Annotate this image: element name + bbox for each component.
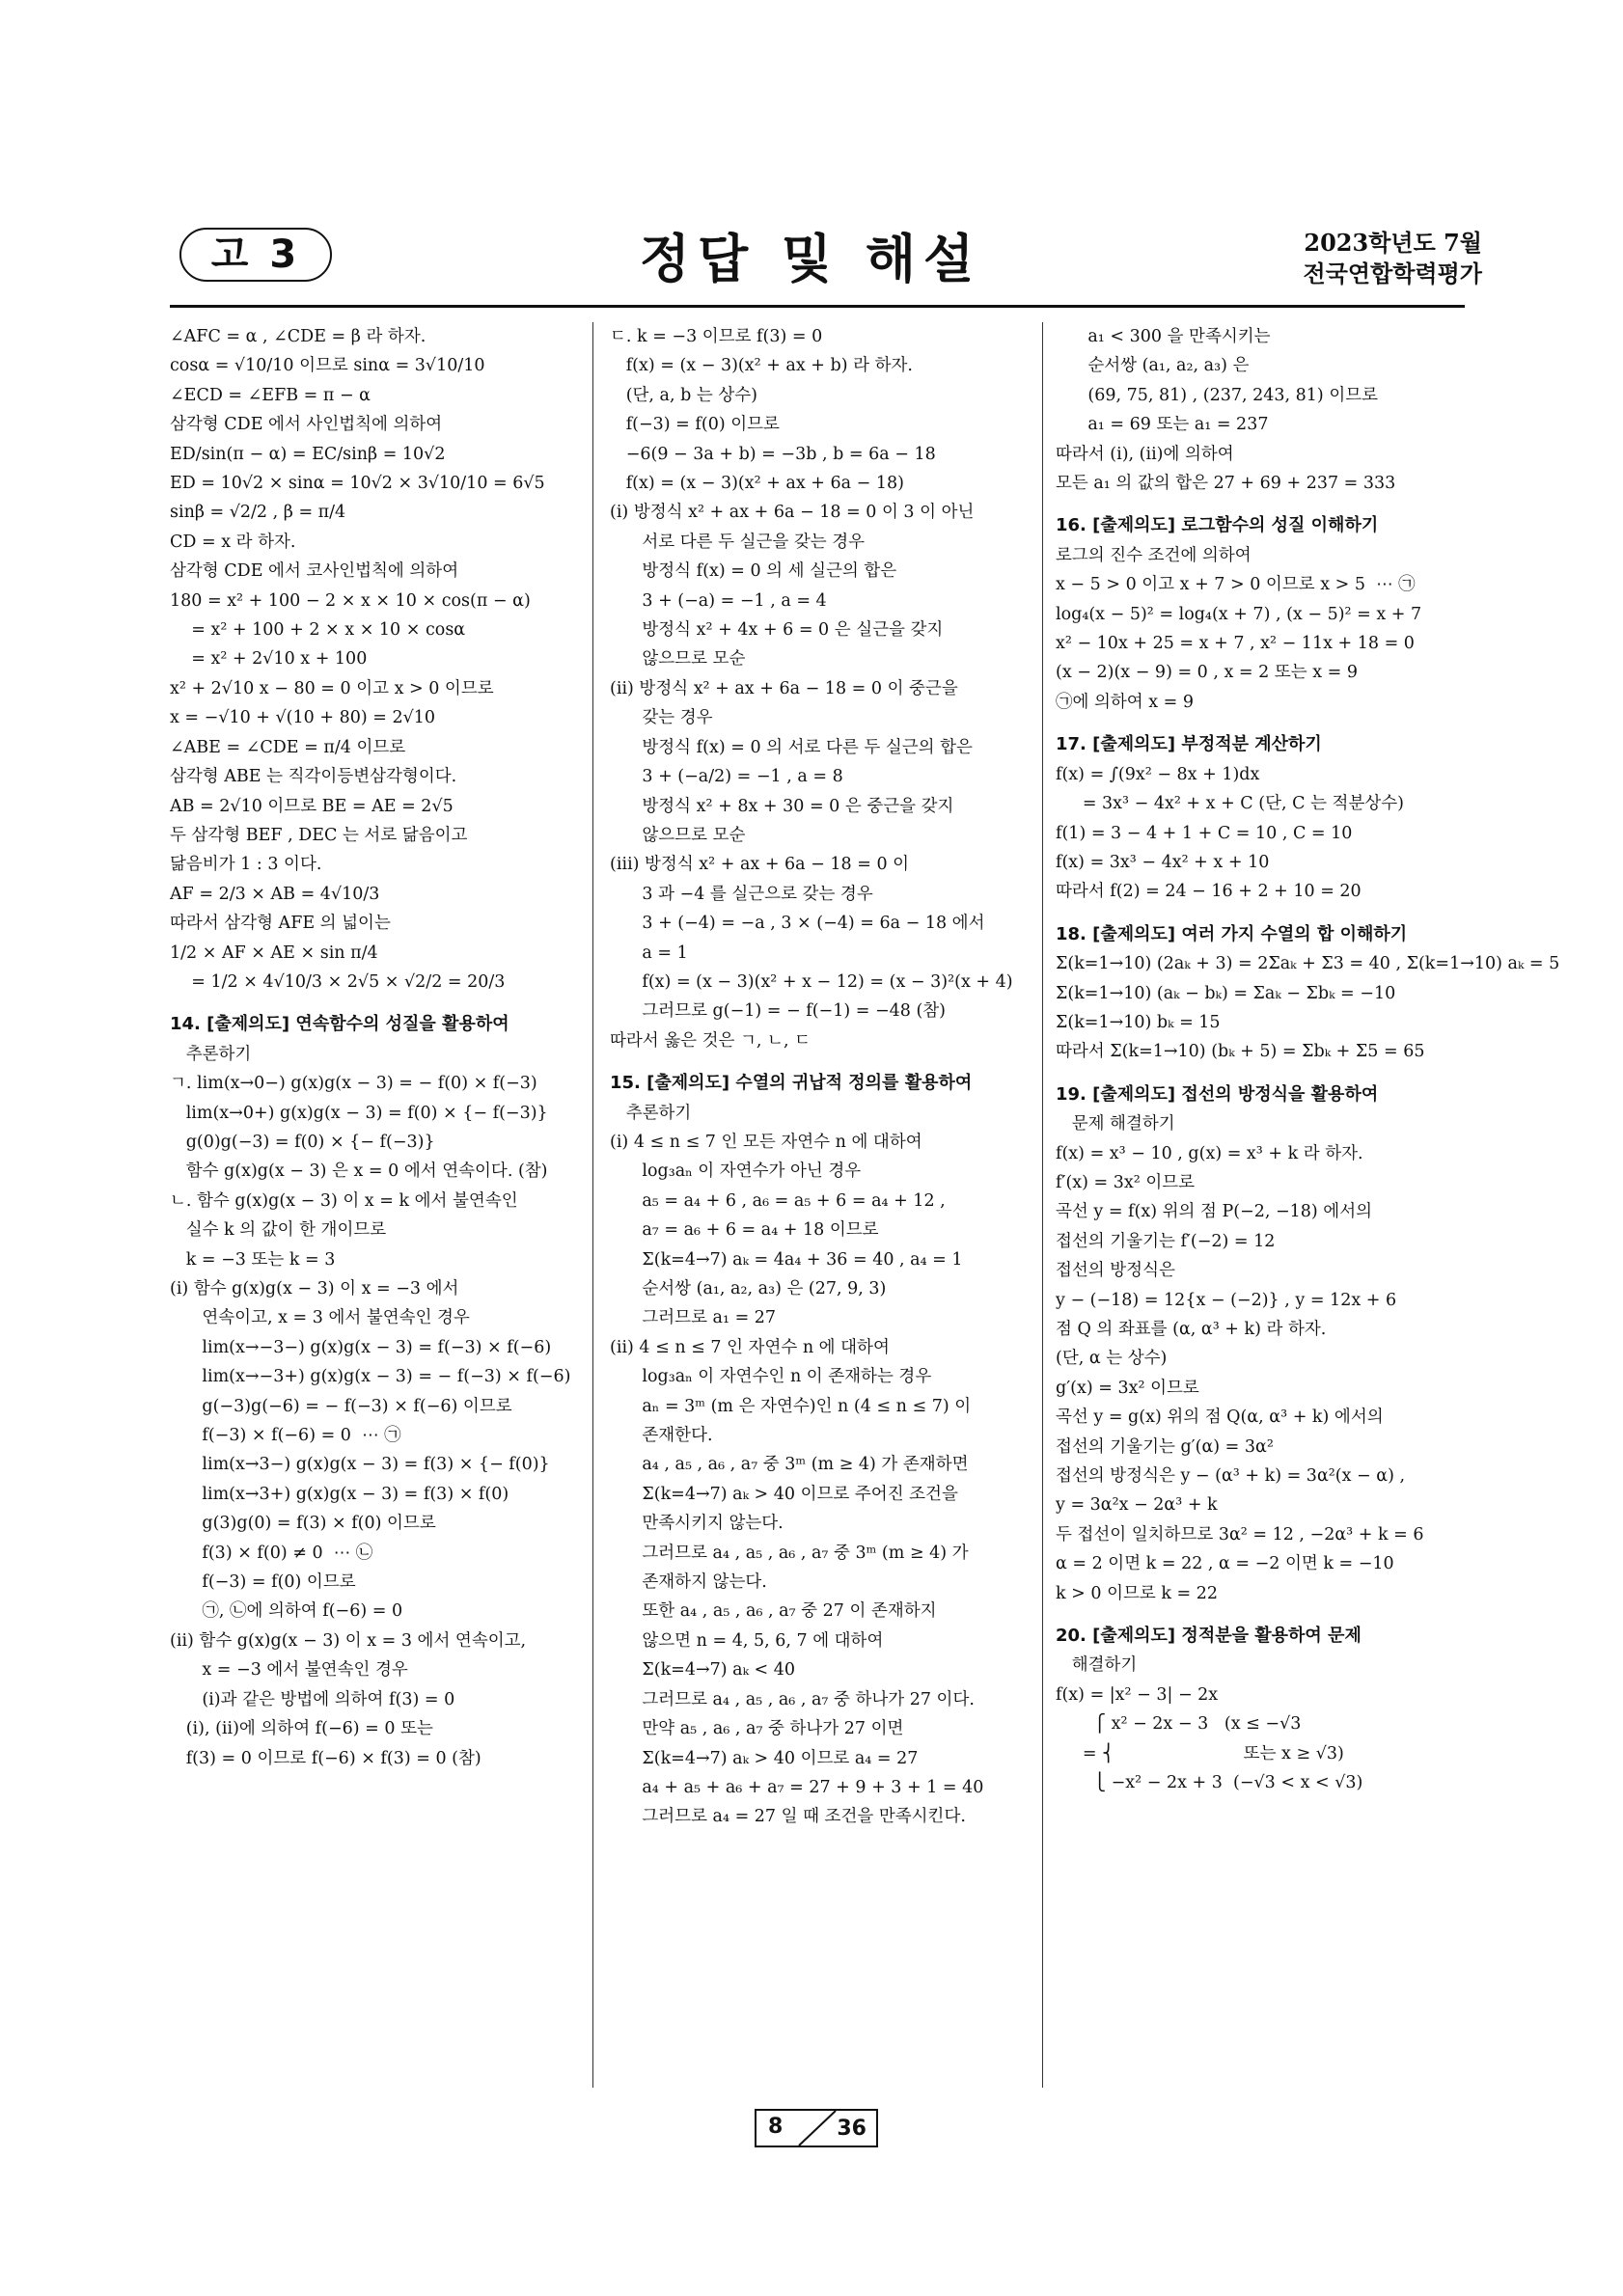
solution-line: 따라서 Σ(k=1→10) (bₖ + 5) = Σbₖ + Σ5 = 65: [1056, 1042, 1425, 1062]
solution-line: a₁ = 69 또는 a₁ = 237: [1056, 415, 1269, 435]
solution-line: k = −3 또는 k = 3: [170, 1249, 336, 1270]
solution-line: 접선의 기울기는 f′(−2) = 12: [1056, 1231, 1276, 1251]
solution-line: (ⅰ) 4 ≤ n ≤ 7 인 모든 자연수 n 에 대하여: [610, 1132, 922, 1152]
solution-line: 3 + (−4) = −a , 3 × (−4) = 6a − 18 에서: [610, 914, 985, 934]
solution-line: ㉠, ㉡에 의하여 f(−6) = 0: [170, 1601, 403, 1622]
solution-line: 방정식 x² + 8x + 30 = 0 은 중근을 갖지: [610, 796, 954, 816]
header-rule: [170, 305, 1465, 308]
solution-line: (ⅲ) 방정식 x² + ax + 6a − 18 = 0 이: [610, 855, 910, 875]
solution-line: Σ(k=1→10) (2aₖ + 3) = 2Σaₖ + Σ3 = 40 , Σ(k=1→10) aₖ = 5: [1056, 954, 1560, 974]
solution-line: 그러므로 a₄ , a₅ , a₆ , a₇ 중 3ᵐ (m ≥ 4) 가: [610, 1543, 969, 1563]
solution-line: 만족시키지 않는다.: [610, 1514, 784, 1534]
solution-line: x − 5 > 0 이고 x + 7 > 0 이므로 x > 5 ⋯ ㉠: [1056, 575, 1416, 595]
problem-heading: 18. [출제의도] 여러 가지 수열의 합 이해하기: [1056, 923, 1408, 944]
problem-heading: 19. [출제의도] 접선의 방정식을 활용하여: [1056, 1083, 1379, 1105]
solution-line: ∠ECD = ∠EFB = π − α: [170, 385, 371, 405]
solution-line: y = 3α²x − 2α³ + k: [1056, 1495, 1218, 1516]
solution-line: k > 0 이므로 k = 22: [1056, 1583, 1219, 1603]
solution-line: 순서쌍 (a₁, a₂, a₃) 은 (27, 9, 3): [610, 1279, 887, 1298]
solution-line: 따라서 옳은 것은 ㄱ, ㄴ, ㄷ: [610, 1030, 811, 1051]
solution-line: ㄴ. 함수 g(x)g(x − 3) 이 x = k 에서 불연속인: [170, 1190, 518, 1211]
solution-line: x² + 2√10 x − 80 = 0 이고 x > 0 이므로: [170, 678, 494, 698]
solution-line: 그러므로 a₄ , a₅ , a₆ , a₇ 중 하나가 27 이다.: [610, 1689, 975, 1709]
solution-line: 곡선 y = f(x) 위의 점 P(−2, −18) 에서의: [1056, 1202, 1373, 1222]
solution-line: 삼각형 CDE 에서 코사인법칙에 의하여: [170, 561, 459, 582]
current-page: 8: [768, 2115, 784, 2139]
solution-line: (ⅰ) 방정식 x² + ax + 6a − 18 = 0 이 3 이 아닌: [610, 503, 975, 523]
solution-line: 접선의 방정식은 y − (α³ + k) = 3α²(x − α) ,: [1056, 1466, 1406, 1487]
paragraph-gap: [1056, 1067, 1471, 1080]
paragraph-gap: [1056, 1608, 1471, 1622]
solution-line: f(x) = (x − 3)(x² + x − 12) = (x − 3)²(x + 4): [610, 971, 1013, 992]
solution-line: a₄ , a₅ , a₆ , a₇ 중 3ᵐ (m ≥ 4) 가 존재하면: [610, 1455, 969, 1475]
solution-line: = ⎨ 또는 x ≥ √3): [1056, 1743, 1344, 1763]
solution-line: (ⅱ) 함수 g(x)g(x − 3) 이 x = 3 에서 연속이고,: [170, 1630, 527, 1651]
solution-line: a₇ = a₆ + 6 = a₄ + 18 이므로: [610, 1220, 879, 1241]
solution-line: 두 접선이 일치하므로 3α² = 12 , −2α³ + k = 6: [1056, 1524, 1424, 1544]
solution-line: = x² + 100 + 2 × x × 10 × cosα: [170, 620, 466, 641]
solution-line: ㉠에 의하여 x = 9: [1056, 692, 1195, 712]
grade-badge: 고 3: [179, 228, 332, 282]
solution-line: lim(x→3−) g(x)g(x − 3) = f(3) × {− f(0)}: [170, 1455, 550, 1475]
solution-line: Σ(k=1→10) bₖ = 15: [1056, 1012, 1221, 1032]
solution-line: 방정식 x² + 4x + 6 = 0 은 실근을 갖지: [610, 620, 944, 641]
solution-line: f(−3) = f(0) 이므로: [610, 415, 780, 435]
column-divider: [1042, 322, 1043, 2088]
solution-line: ⎧ x² − 2x − 3 (x ≤ −√3: [1056, 1714, 1302, 1735]
solution-line: sinβ = √2/2 , β = π/4: [170, 503, 346, 523]
solution-line: f(x) = (x − 3)(x² + ax + 6a − 18): [610, 474, 904, 494]
solution-line: f(3) × f(0) ≠ 0 ⋯ ㉡: [170, 1543, 373, 1563]
solution-line: 두 삼각형 BEF , DEC 는 서로 닮음이고: [170, 825, 468, 845]
solution-line: f(x) = ∫(9x² − 8x + 1)dx: [1056, 764, 1260, 784]
solution-line: ⎩ −x² − 2x + 3 (−√3 < x < √3): [1056, 1773, 1363, 1793]
solution-line: = 1/2 × 4√10/3 × 2√5 × √2/2 = 20/3: [170, 971, 506, 992]
problem-heading: 17. [출제의도] 부정적분 계산하기: [1056, 734, 1322, 755]
solution-line: 따라서 f(2) = 24 − 16 + 2 + 10 = 20: [1056, 882, 1362, 902]
solution-line: 않으므로 모순: [610, 649, 746, 670]
solution-line: f(1) = 3 − 4 + 1 + C = 10 , C = 10: [1056, 823, 1353, 843]
solution-line: 만약 a₅ , a₆ , a₇ 중 하나가 27 이면: [610, 1719, 904, 1739]
solution-line: a₁ < 300 을 만족시키는: [1056, 327, 1271, 346]
solution-line: (단, α 는 상수): [1056, 1349, 1168, 1369]
solution-line: (69, 75, 81) , (237, 243, 81) 이므로: [1056, 385, 1379, 405]
solution-line: f(x) = |x² − 3| − 2x: [1056, 1684, 1219, 1705]
exam-name: 전국연합학력평가: [1303, 260, 1482, 287]
solution-line: 따라서 (ⅰ), (ⅱ)에 의하여: [1056, 444, 1234, 464]
solution-line: ED/sin(π − α) = EC/sinβ = 10√2: [170, 444, 446, 464]
solution-line: (ⅰ), (ⅱ)에 의하여 f(−6) = 0 또는: [170, 1719, 433, 1739]
solution-line: 추론하기: [170, 1044, 252, 1064]
solution-line: 접선의 방정식은: [1056, 1261, 1175, 1281]
solution-line: ∠AFC = α , ∠CDE = β 라 하자.: [170, 327, 426, 346]
solution-line: 접선의 기울기는 g′(α) = 3α²: [1056, 1436, 1274, 1457]
solution-line: Σ(k=1→10) (aₖ − bₖ) = Σaₖ − Σbₖ = −10: [1056, 983, 1396, 1003]
solution-line: g(−3)g(−6) = − f(−3) × f(−6) 이므로: [170, 1396, 512, 1416]
solution-line: log₃aₙ 이 자연수가 아닌 경우: [610, 1162, 862, 1182]
solution-line: ㄱ. lim(x→0−) g(x)g(x − 3) = − f(0) × f(−3): [170, 1074, 537, 1094]
solution-line: f(3) = 0 이므로 f(−6) × f(3) = 0 (참): [170, 1748, 481, 1768]
solution-line: Σ(k=4→7) aₖ > 40 이므로 주어진 조건을: [610, 1484, 958, 1504]
solution-line: 곡선 y = g(x) 위의 점 Q(α, α³ + k) 에서의: [1056, 1408, 1384, 1428]
solution-line: x = −3 에서 불연속인 경우: [170, 1660, 408, 1681]
page-title: 정답 및 해설: [639, 229, 982, 289]
solution-line: lim(x→−3−) g(x)g(x − 3) = f(−3) × f(−6): [170, 1337, 552, 1357]
solution-line: 방정식 f(x) = 0 의 서로 다른 두 실근의 합은: [610, 737, 973, 757]
solution-line: 않으면 n = 4, 5, 6, 7 에 대하여: [610, 1630, 884, 1651]
solution-line: lim(x→0+) g(x)g(x − 3) = f(0) × {− f(−3)}: [170, 1103, 548, 1123]
solution-line: 함수 g(x)g(x − 3) 은 x = 0 에서 연속이다. (참): [170, 1162, 548, 1182]
solution-line: 1/2 × AF × AE × sin π/4: [170, 943, 378, 963]
solution-line: Σ(k=4→7) aₖ > 40 이므로 a₄ = 27: [610, 1748, 919, 1768]
solution-line: 그러므로 g(−1) = − f(−1) = −48 (참): [610, 1001, 946, 1022]
solution-line: f(−3) × f(−6) = 0 ⋯ ㉠: [170, 1426, 401, 1446]
solution-line: (ⅱ) 방정식 x² + ax + 6a − 18 = 0 이 중근을: [610, 678, 958, 698]
solution-line: log₄(x − 5)² = log₄(x + 7) , (x − 5)² = x + 7: [1056, 604, 1422, 624]
paragraph-gap: [1056, 907, 1471, 920]
solution-line: 않으므로 모순: [610, 825, 746, 845]
solution-line: AF = 2/3 × AB = 4√10/3: [170, 884, 380, 904]
problem-heading: 15. [출제의도] 수열의 귀납적 정의를 활용하여: [610, 1073, 973, 1094]
solution-line: a = 1: [610, 943, 688, 963]
paragraph-gap: [1056, 498, 1471, 511]
solution-line: 연속이고, x = 3 에서 불연속인 경우: [170, 1308, 470, 1328]
solution-line: f(−3) = f(0) 이므로: [170, 1572, 356, 1593]
solution-line: 문제 해결하기: [1056, 1114, 1175, 1134]
solution-line: cosα = √10/10 이므로 sinα = 3√10/10: [170, 356, 485, 376]
page-number-box: [755, 2109, 878, 2147]
solution-line: f(x) = 3x³ − 4x² + x + 10: [1056, 852, 1270, 872]
problem-heading: 16. [출제의도] 로그함수의 성질 이해하기: [1056, 515, 1379, 536]
solution-line: (단, a, b 는 상수): [610, 385, 757, 405]
solution-line: log₃aₙ 이 자연수인 n 이 존재하는 경우: [610, 1367, 932, 1387]
solution-line: α = 2 이면 k = 22 , α = −2 이면 k = −10: [1056, 1554, 1394, 1574]
solution-line: 방정식 f(x) = 0 의 세 실근의 합은: [610, 561, 897, 582]
problem-heading: 20. [출제의도] 정적분을 활용하여 문제: [1056, 1626, 1362, 1647]
solution-line: f(x) = (x − 3)(x² + ax + b) 라 하자.: [610, 356, 913, 376]
solution-line: (x − 2)(x − 9) = 0 , x = 2 또는 x = 9: [1056, 663, 1359, 683]
solution-line: 그러므로 a₁ = 27: [610, 1308, 777, 1328]
solution-line: 해결하기: [1056, 1655, 1138, 1676]
solution-line: = x² + 2√10 x + 100: [170, 649, 368, 670]
solution-line: 180 = x² + 100 − 2 × x × 10 × cos(π − α): [170, 590, 531, 611]
column-middle: [610, 322, 1032, 2088]
solution-line: Σ(k=4→7) aₖ = 4a₄ + 36 = 40 , a₄ = 1: [610, 1249, 963, 1270]
solution-line: ㄷ. k = −3 이므로 f(3) = 0: [610, 327, 823, 346]
problem-heading: 14. [출제의도] 연속함수의 성질을 활용하여: [170, 1014, 509, 1035]
solution-line: 삼각형 CDE 에서 사인법칙에 의하여: [170, 415, 443, 435]
solution-line: Σ(k=4→7) aₖ < 40: [610, 1660, 796, 1681]
solution-line: 실수 k 의 값이 한 개이므로: [170, 1220, 387, 1241]
solution-line: (ⅰ)과 같은 방법에 의하여 f(3) = 0: [170, 1689, 455, 1709]
page-header: [0, 0, 1623, 318]
paragraph-gap: [610, 1055, 1032, 1069]
solution-line: = 3x³ − 4x² + x + C (단, C 는 적분상수): [1056, 794, 1404, 814]
solution-line: 존재한다.: [610, 1426, 713, 1446]
solution-line: CD = x 라 하자.: [170, 532, 296, 552]
solution-line: 그러므로 a₄ = 27 일 때 조건을 만족시킨다.: [610, 1807, 966, 1827]
solution-line: 3 과 −4 를 실근으로 갖는 경우: [610, 884, 873, 904]
paragraph-gap: [1056, 717, 1471, 730]
solution-line: 3 + (−a/2) = −1 , a = 8: [610, 767, 843, 787]
solution-line: g(0)g(−3) = f(0) × {− f(−3)}: [170, 1132, 435, 1152]
solution-line: f(x) = x³ − 10 , g(x) = x³ + k 라 하자.: [1056, 1143, 1363, 1163]
solution-line: lim(x→−3+) g(x)g(x − 3) = − f(−3) × f(−6): [170, 1367, 571, 1387]
solution-line: 서로 다른 두 실근을 갖는 경우: [610, 532, 866, 552]
column-left: [170, 322, 575, 2088]
solution-line: a₅ = a₄ + 6 , a₆ = a₅ + 6 = a₄ + 12 ,: [610, 1190, 946, 1211]
solution-line: g′(x) = 3x² 이므로: [1056, 1378, 1199, 1398]
solution-line: 닮음비가 1 : 3 이다.: [170, 855, 322, 875]
exam-year: 2023학년도 7월: [1304, 229, 1482, 257]
solution-line: 존재하지 않는다.: [610, 1572, 767, 1593]
solution-line: f′(x) = 3x² 이므로: [1056, 1172, 1196, 1192]
solution-line: lim(x→3+) g(x)g(x − 3) = f(3) × f(0): [170, 1484, 509, 1504]
solution-line: 3 + (−a) = −1 , a = 4: [610, 590, 827, 611]
solution-line: 추론하기: [610, 1103, 692, 1123]
solution-line: 또한 a₄ , a₅ , a₆ , a₇ 중 27 이 존재하지: [610, 1601, 937, 1622]
solution-line: 순서쌍 (a₁, a₂, a₃) 은: [1056, 356, 1250, 376]
solution-line: ∠ABE = ∠CDE = π/4 이므로: [170, 737, 406, 757]
solution-line: x = −√10 + √(10 + 80) = 2√10: [170, 708, 436, 728]
total-pages: 36: [837, 2117, 867, 2141]
solution-line: x² − 10x + 25 = x + 7 , x² − 11x + 18 = 0: [1056, 634, 1415, 654]
solution-line: AB = 2√10 이므로 BE = AE = 2√5: [170, 796, 454, 816]
solution-line: ED = 10√2 × sinα = 10√2 × 3√10/10 = 6√5: [170, 474, 545, 494]
solution-line: 모든 a₁ 의 값의 합은 27 + 69 + 237 = 333: [1056, 474, 1396, 494]
column-divider: [592, 322, 593, 2088]
solution-line: g(3)g(0) = f(3) × f(0) 이므로: [170, 1514, 436, 1534]
solution-line: y − (−18) = 12{x − (−2)} , y = 12x + 6: [1056, 1290, 1397, 1310]
solution-line: 점 Q 의 좌표를 (α, α³ + k) 라 하자.: [1056, 1320, 1327, 1339]
solution-line: 로그의 진수 조건에 의하여: [1056, 545, 1252, 565]
solution-line: a₄ + a₅ + a₆ + a₇ = 27 + 9 + 3 + 1 = 40: [610, 1777, 984, 1797]
solution-line: aₙ = 3ᵐ (m 은 자연수)인 n (4 ≤ n ≤ 7) 이: [610, 1396, 972, 1416]
solution-line: 갖는 경우: [610, 708, 713, 728]
solution-line: (ⅱ) 4 ≤ n ≤ 7 인 자연수 n 에 대하여: [610, 1337, 890, 1357]
column-right: [1056, 322, 1560, 2088]
solution-line: −6(9 − 3a + b) = −3b , b = 6a − 18: [610, 444, 936, 464]
paragraph-gap: [170, 997, 575, 1010]
solution-line: (ⅰ) 함수 g(x)g(x − 3) 이 x = −3 에서: [170, 1279, 459, 1298]
solution-line: 따라서 삼각형 AFE 의 넓이는: [170, 914, 391, 934]
solution-line: 삼각형 ABE 는 직각이등변삼각형이다.: [170, 767, 457, 787]
